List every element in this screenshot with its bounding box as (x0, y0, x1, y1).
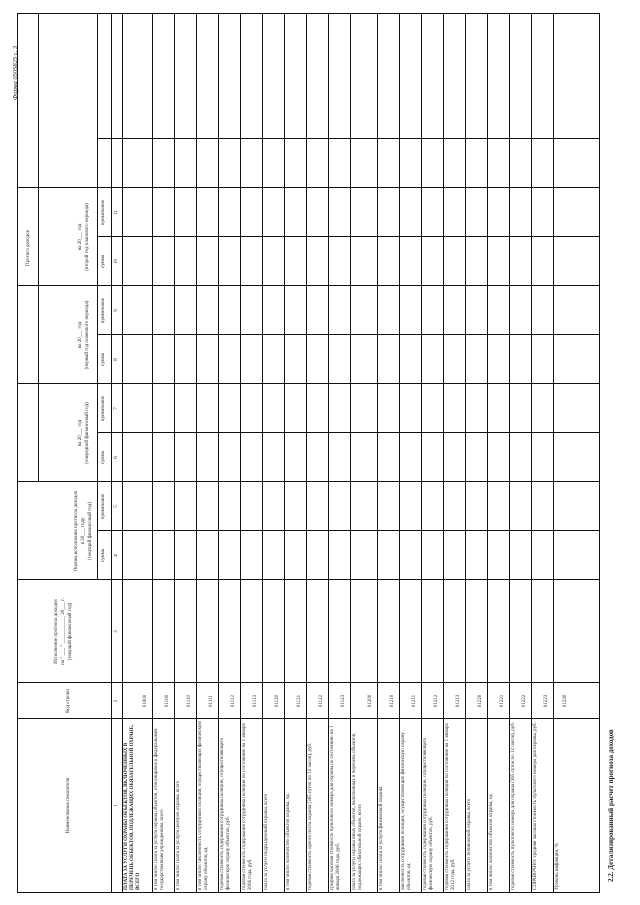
row-code: 01110 (187, 694, 192, 708)
row-label: годовая стоимость содержания сотрудника полиции по состоянию на 1 января 2012 года, руб. (445, 723, 456, 890)
header-y1-1: на 20___ год (78, 419, 83, 447)
row-label: годовая стоимость содержания сотрудника полиции, осуществляющего физическую охрану объектов, руб. (220, 737, 231, 890)
col-num-2: 2 (114, 699, 119, 703)
sub-note-y2: примечание (101, 297, 106, 324)
row-label: СПРАВОЧНО: средняя часовая стоимость пультового номера для охраны, руб. (533, 722, 538, 890)
header-estimate-2: в 20___ году (81, 517, 86, 545)
col-num-3: 3 (114, 630, 119, 633)
row-divider (350, 14, 351, 892)
row-code: 01000 (143, 694, 148, 708)
header-y2-2: (первый год планового периода) (85, 300, 90, 370)
col-num-9: 9 (114, 309, 119, 312)
row-label: годовая стоимость одного поста охраны (365 суток по 12 часов), руб. (308, 742, 313, 890)
col-num-6: 6 (114, 456, 119, 459)
header-estimate-3: (текущий финансовый год) (88, 502, 93, 560)
row-label: годовая стоимость пультового номера для охраны (365 суток по 12 часов), руб. (511, 722, 516, 890)
col-num-4: 4 (114, 554, 119, 557)
row-divider (487, 14, 488, 892)
row-code: 01211 (412, 694, 417, 708)
row-divider (531, 14, 532, 892)
row-label: ПЛАТА ЗА УСЛУГИ ОХРАНЫ ОБЪЕКТОВ, ВКЛЮЧЕННЫХ В ПЕРЕЧЕНЬ ОБЪЕКТОВ, ПОДЛЕЖАЩИХ ОБЯЗАТЕЛЬНОЙ ОХРАНЕ, ВСЕГО (124, 724, 141, 890)
sub-sum-est: сумма (101, 548, 106, 563)
row-label: годовая стоимость содержания сотрудника полиции по состоянию на 1 января 2006 года, руб. (242, 723, 253, 890)
row-code: 01212 (434, 694, 439, 708)
row-label: в том числе: численность сотрудников полиции, осуществляющих физическую охрану объектов, ед. (198, 720, 209, 890)
sub-sum-y3: сумма (101, 254, 106, 269)
row-code: 01222 (522, 694, 527, 708)
row-label: годовая стоимость содержания сотрудника полиции, осуществляющего физическую охрану объектов, руб. (423, 737, 434, 890)
col-num-8: 8 (114, 358, 119, 361)
col-num-5: 5 (114, 505, 119, 508)
row-code: 01112 (231, 694, 236, 708)
row-code: 01230 (563, 694, 568, 708)
row-code: 01220 (478, 694, 483, 708)
header-exec-3: (текущий финансовый год) (68, 602, 73, 661)
sub-note-y3: примечание (101, 199, 106, 226)
row-divider (218, 14, 219, 892)
forecast-table (17, 13, 600, 893)
row-label: в том числе: плата за услуги центров охраны, всего (176, 780, 181, 890)
row-divider (196, 14, 197, 892)
row-divider (328, 14, 329, 892)
row-divider (443, 14, 444, 892)
header-y2-1: на 20___ год (78, 321, 83, 349)
row-code: 01100 (165, 694, 170, 708)
header-forecast: Прогноз доходов (26, 229, 31, 267)
row-label: плата за услуги охраны иных объектов, включенных в перечень объектов, подлежащих обязательной охране, всего (352, 732, 363, 890)
header-y3-1: на 20___ год (78, 223, 83, 251)
section-title: 2.2. Детализированный расчет прогноза доходов (607, 729, 615, 882)
row-divider (284, 14, 285, 892)
row-label: в том числе: плата за услуги физической охраны (379, 786, 384, 890)
header-y3-2: (второй год планового периода) (85, 203, 90, 271)
row-label: плата за услуги технической охраны, всего (467, 798, 472, 890)
sub-sum-y1: сумма (101, 450, 106, 465)
sub-note-y1: примечание (101, 395, 106, 422)
row-divider (174, 14, 175, 892)
row-code: 01221 (500, 694, 505, 708)
row-divider (553, 14, 554, 892)
row-divider (152, 14, 153, 892)
row-divider (465, 14, 466, 892)
row-label: в том числе: количество объектов охраны, ед. (286, 793, 291, 890)
row-code: 01121 (297, 694, 302, 708)
header-estimate-1: Оценка исполнения прогноза доходов (74, 490, 79, 572)
header-name: Наименование показателя (66, 777, 71, 834)
header-exec-2: на " ___ " ___________ 20___ г. (61, 598, 66, 665)
form-code: Форма 0505825 с. 3 (12, 45, 19, 100)
col-num-11: 11 (114, 210, 119, 215)
header-exec-1: Исполнение прогноза доходов (54, 599, 59, 664)
row-code: 01123 (341, 694, 346, 708)
row-divider (240, 14, 241, 892)
row-code: 01122 (319, 694, 324, 708)
col-num-10: 10 (114, 259, 119, 264)
row-code: 01223 (544, 694, 549, 708)
row-divider (399, 14, 400, 892)
row-label: плата за услуги подразделений охраны, всего (264, 793, 269, 890)
header-y1-2: (очередной финансовый год) (85, 402, 90, 464)
row-label: в том числе: количество объектов охраны, ед. (489, 793, 494, 890)
row-label: средняя часовая стоимость пультового номера для охраны по состоянию на 1 января 2006 года, руб. (330, 725, 341, 890)
row-code: 01200 (368, 694, 373, 708)
sub-note-est: примечание (101, 493, 106, 520)
row-divider (377, 14, 378, 892)
row-code: 01213 (456, 694, 461, 708)
row-code: 01113 (253, 694, 258, 708)
row-divider (421, 14, 422, 892)
row-label: Уровень инфляции, % (555, 843, 560, 890)
row-code: 01210 (390, 694, 395, 708)
row-divider (306, 14, 307, 892)
col-num-1: 1 (114, 804, 119, 807)
row-code: 01111 (209, 695, 214, 707)
sub-sum-y2: сумма (101, 352, 106, 367)
row-divider (262, 14, 263, 892)
row-label: численность сотрудников полиции, осуществляющих физическую охрану объектов, ед. (401, 732, 412, 890)
row-label: в том числе: плата за услуги охраны объектов, относящихся к федеральным государственным учреждениям, всего (154, 728, 165, 890)
col-num-7: 7 (114, 407, 119, 410)
row-divider (509, 14, 510, 892)
header-code: Код строки (66, 689, 71, 713)
row-code: 01120 (275, 694, 280, 708)
